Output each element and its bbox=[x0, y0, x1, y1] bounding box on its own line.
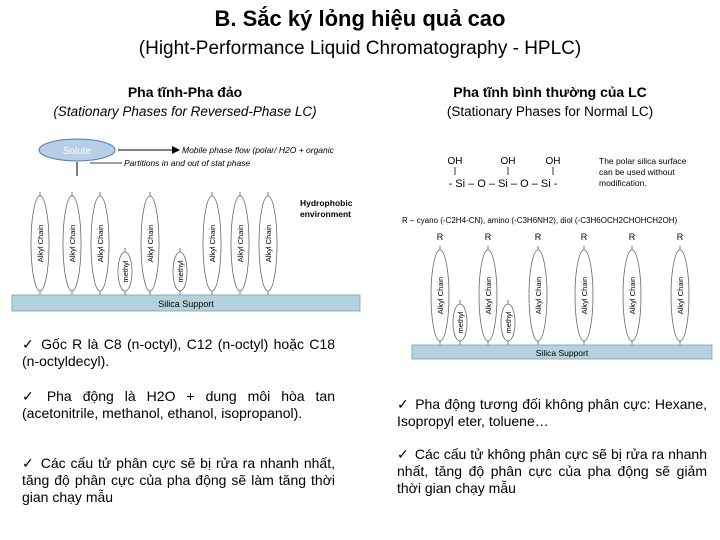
page-title: B. Sắc ký lỏng hiệu quả cao bbox=[214, 6, 506, 31]
right-bullet-1: ✓ Pha động tương đối không phân cực: Hexane, Isopropyl eter, toluene… bbox=[397, 396, 707, 429]
r-group-label-3: R bbox=[580, 232, 588, 242]
left-subheading: (Stationary Phases for Reversed-Phase LC) bbox=[53, 104, 317, 119]
right-chain-label-0: Alkyl Chain bbox=[436, 276, 445, 315]
right-chain-label-1: Alkyl Chain bbox=[484, 276, 493, 315]
check-icon: ✓ bbox=[22, 388, 41, 404]
polar-note-1: The polar silica surface bbox=[599, 156, 687, 166]
r-group-label-1: R bbox=[484, 232, 492, 242]
right-chain-label-4: Alkyl Chain bbox=[628, 276, 637, 315]
r-group-label-0: R bbox=[436, 232, 444, 242]
polar-note-3: modification. bbox=[599, 178, 647, 188]
right-heading: Pha tĩnh bình thường của LC bbox=[453, 84, 647, 100]
hydrophobic-label: Hydrophobic bbox=[300, 198, 353, 208]
left-chain-label-6: Alkyl Chain bbox=[264, 224, 273, 263]
right-chain-label-m0: methyl bbox=[456, 311, 465, 334]
reversed-phase-diagram bbox=[0, 130, 370, 315]
check-icon: ✓ bbox=[22, 455, 35, 471]
silica-chain-formula: - Si – O – Si – O – Si - bbox=[448, 178, 558, 190]
left-chain-label-2: Alkyl Chain bbox=[96, 224, 105, 263]
right-chain-label-m1: methyl bbox=[504, 311, 513, 334]
mobile-flow-arrowhead bbox=[172, 146, 180, 154]
r-group-label-5: R bbox=[676, 232, 684, 242]
page-subtitle: (Hight-Performance Liquid Chromatography - HPLC) bbox=[138, 38, 582, 59]
left-chain-label-4: Alkyl Chain bbox=[208, 224, 217, 263]
right-subheading: (Stationary Phases for Normal LC) bbox=[446, 104, 654, 119]
left-chain-label-m0: methyl bbox=[121, 260, 130, 283]
right-chain-label-3: Alkyl Chain bbox=[580, 276, 589, 315]
right-support-label: Silica Support bbox=[535, 348, 589, 358]
left-support-label: Silica Support bbox=[158, 299, 214, 309]
r-group-label-4: R bbox=[628, 232, 636, 242]
left-bullet-3: ✓ Các cấu tử phân cực sẽ bị rửa ra nhanh nhất, tăng độ phân cực của pha động sẽ làm tăng thời gian chạy mẫu bbox=[22, 455, 335, 505]
check-icon: ✓ bbox=[397, 446, 409, 462]
oh-label-3: OH bbox=[545, 156, 561, 167]
left-heading: Pha tĩnh-Pha đảo bbox=[127, 84, 243, 100]
normal-phase-diagram bbox=[370, 150, 720, 365]
polar-note-2: can be used without bbox=[599, 167, 675, 177]
left-chain-label-3: Alkyl Chain bbox=[146, 224, 155, 263]
right-bullet-2: ✓ Các cấu tử không phân cực sẽ bị rửa ra nhanh nhất, tăng độ phân cực của pha động sẽ giảm thời gian chạy mẫu bbox=[397, 446, 708, 496]
left-bullet-1: ✓ Gốc R là C8 (n-octyl), C12 (n-octyl) hoặc C18 (n-octyldecyl). bbox=[22, 336, 335, 369]
r-group-label-2: R bbox=[534, 232, 542, 242]
left-chain-group bbox=[31, 192, 277, 295]
left-chain-label-5: Alkyl Chain bbox=[236, 224, 245, 263]
left-chain-label-0: Alkyl Chain bbox=[36, 224, 45, 263]
environment-label: environment bbox=[300, 209, 352, 219]
check-icon: ✓ bbox=[22, 336, 36, 352]
right-chain-group bbox=[431, 232, 689, 345]
solute-label: Solute bbox=[62, 146, 92, 157]
left-bullet-2: ✓ Pha động là H2O + dung môi hòa tan (acetonitrile, methanol, ethanol, isopropanol). bbox=[22, 388, 335, 421]
right-chain-label-2: Alkyl Chain bbox=[534, 276, 543, 315]
mobile-flow-label: Mobile phase flow (polar/ H2O + organic bbox=[182, 145, 334, 155]
oh-label-2: OH bbox=[500, 156, 516, 167]
left-chain-label-1: Alkyl Chain bbox=[68, 224, 77, 263]
check-icon: ✓ bbox=[397, 396, 410, 412]
r-definition: R – cyano (-C2H4-CN), amino (-C3H6NH2), diol (-C3H6OCH2CHOHCH2OH) bbox=[402, 216, 678, 225]
oh-label-1: OH bbox=[447, 156, 463, 167]
right-chain-label-5: Alkyl Chain bbox=[676, 276, 685, 315]
left-chain-label-m1: methyl bbox=[176, 260, 185, 283]
partitions-label: Partitions in and out of stat phase bbox=[124, 158, 251, 168]
